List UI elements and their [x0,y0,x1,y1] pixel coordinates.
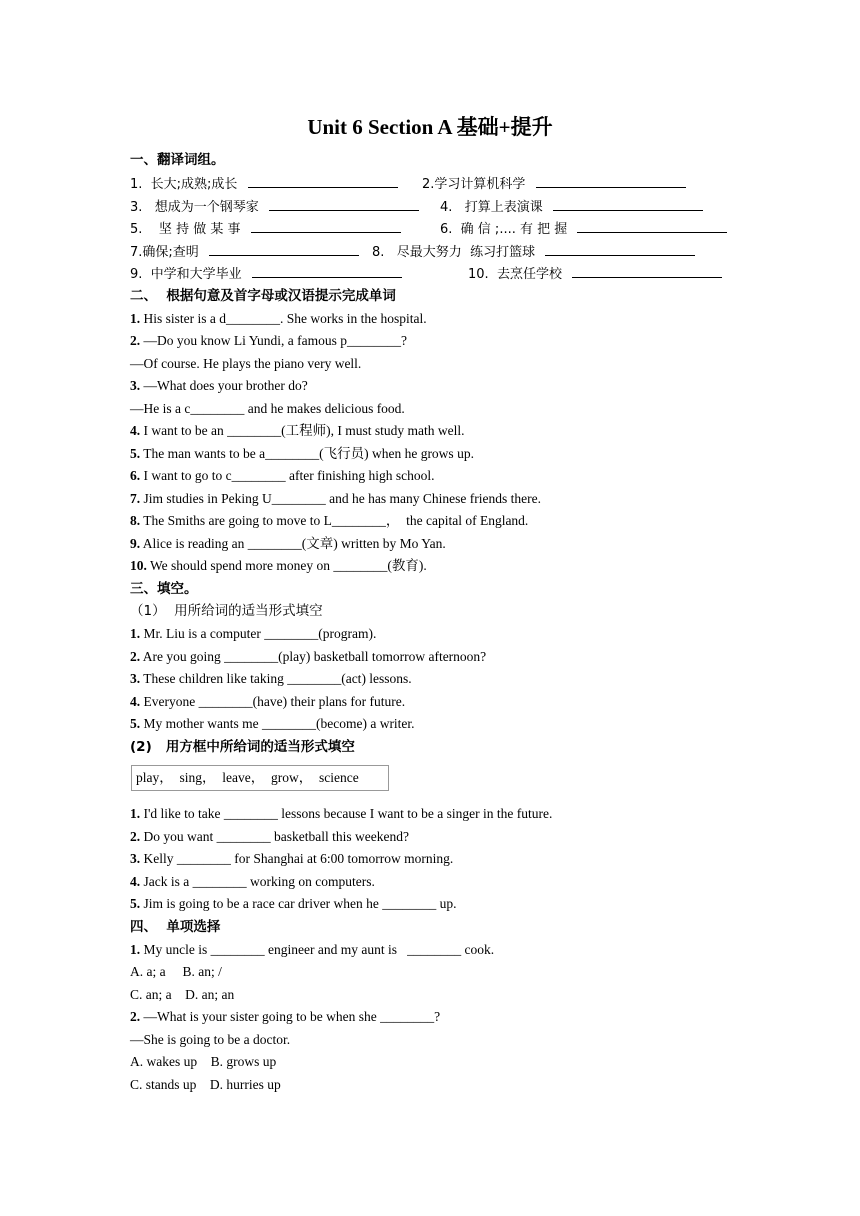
section-4-heading: 四、 单项选择 [130,919,221,935]
vocab-item: 10. 去烹任学校 [468,265,722,283]
option-line: C. an; a D. an; an [130,987,235,1002]
question-line: 2. —Do you know Li Yundi, a famous p________? [130,333,407,348]
question-line: 1. My uncle is ________ engineer and my aunt is ________ cook. [130,942,495,957]
question-line: 2. Do you want ________ basketball this weekend? [130,829,409,844]
question-line: 6. I want to go to c________ after finishing high school. [130,468,435,483]
page-title: Unit 6 Section A 基础+提升 [307,115,553,139]
question-line: 1. I'd like to take ________ lessons because I want to be a singer in the future. [130,806,553,821]
section-1-heading: 一、翻译词组。 [130,152,225,168]
vocab-item: 3. 想成为一个钢琴家 [130,198,419,216]
question-line: 3. —What does your brother do? [130,378,308,393]
question-line: 4. Everyone ________(have) their plans for future. [130,694,406,709]
question-line: 3. Kelly ________ for Shanghai at 6:00 tomorrow morning. [130,851,454,866]
vocab-item: 1. 长大;成熟;成长 [130,175,398,193]
word-bank-box: play， sing， leave， grow， science [131,765,389,791]
question-line: 2. Are you going ________(play) basketball tomorrow afternoon? [130,649,487,664]
option-line: A. a; a B. an; / [130,964,222,979]
question-line: 1. His sister is a d________. She works in the hospital. [130,311,427,326]
question-line: 5. Jim is going to be a race car driver when he ________ up. [130,896,457,911]
subsection-2-heading: (2) 用方框中所给词的适当形式填空 [130,739,355,755]
question-line: —She is going to be a doctor. [130,1032,291,1047]
vocab-item: 7.确保;查明 [130,243,359,261]
vocab-item: 5. 坚 持 做 某 事 [130,220,401,238]
question-line: 5. My mother wants me ________(become) a writer. [130,716,415,731]
question-line: 1. Mr. Liu is a computer ________(program). [130,626,377,641]
subsection-1-heading: （1） 用所给词的适当形式填空 [130,603,323,619]
question-line: 10. We should spend more money on ________(教育). [130,558,427,573]
question-line: 4. I want to be an ________(工程师), I must study math well. [130,423,465,438]
section-3-heading: 三、填空。 [130,581,198,597]
question-line: 2. —What is your sister going to be when she ________? [130,1009,441,1024]
question-line: —He is a c________ and he makes delicious food. [130,401,405,416]
vocab-item: 6. 确 信 ;.... 有 把 握 [440,220,727,238]
question-line: 9. Alice is reading an ________(文章) written by Mo Yan. [130,536,446,551]
vocab-item: 9. 中学和大学毕业 [130,265,402,283]
question-line: 7. Jim studies in Peking U________ and he has many Chinese friends there. [130,491,541,506]
question-line: 3. These children like taking ________(act) lessons. [130,671,412,686]
section-2-heading: 二、 根据句意及首字母或汉语提示完成单词 [130,288,396,304]
option-line: C. stands up D. hurries up [130,1077,281,1092]
vocab-item: 4. 打算上表演课 [440,198,703,216]
question-line: —Of course. He plays the piano very well. [130,356,362,371]
vocab-item: 8. 尽最大努力 练习打篮球 [372,243,695,261]
question-line: 5. The man wants to be a________(飞行员) when he grows up. [130,446,474,461]
vocab-item: 2.学习计算机科学 [422,175,686,193]
question-line: 4. Jack is a ________ working on computers. [130,874,375,889]
option-line: A. wakes up B. grows up [130,1054,277,1069]
question-line: 8. The Smiths are going to move to L________， the capital of England. [130,513,529,528]
